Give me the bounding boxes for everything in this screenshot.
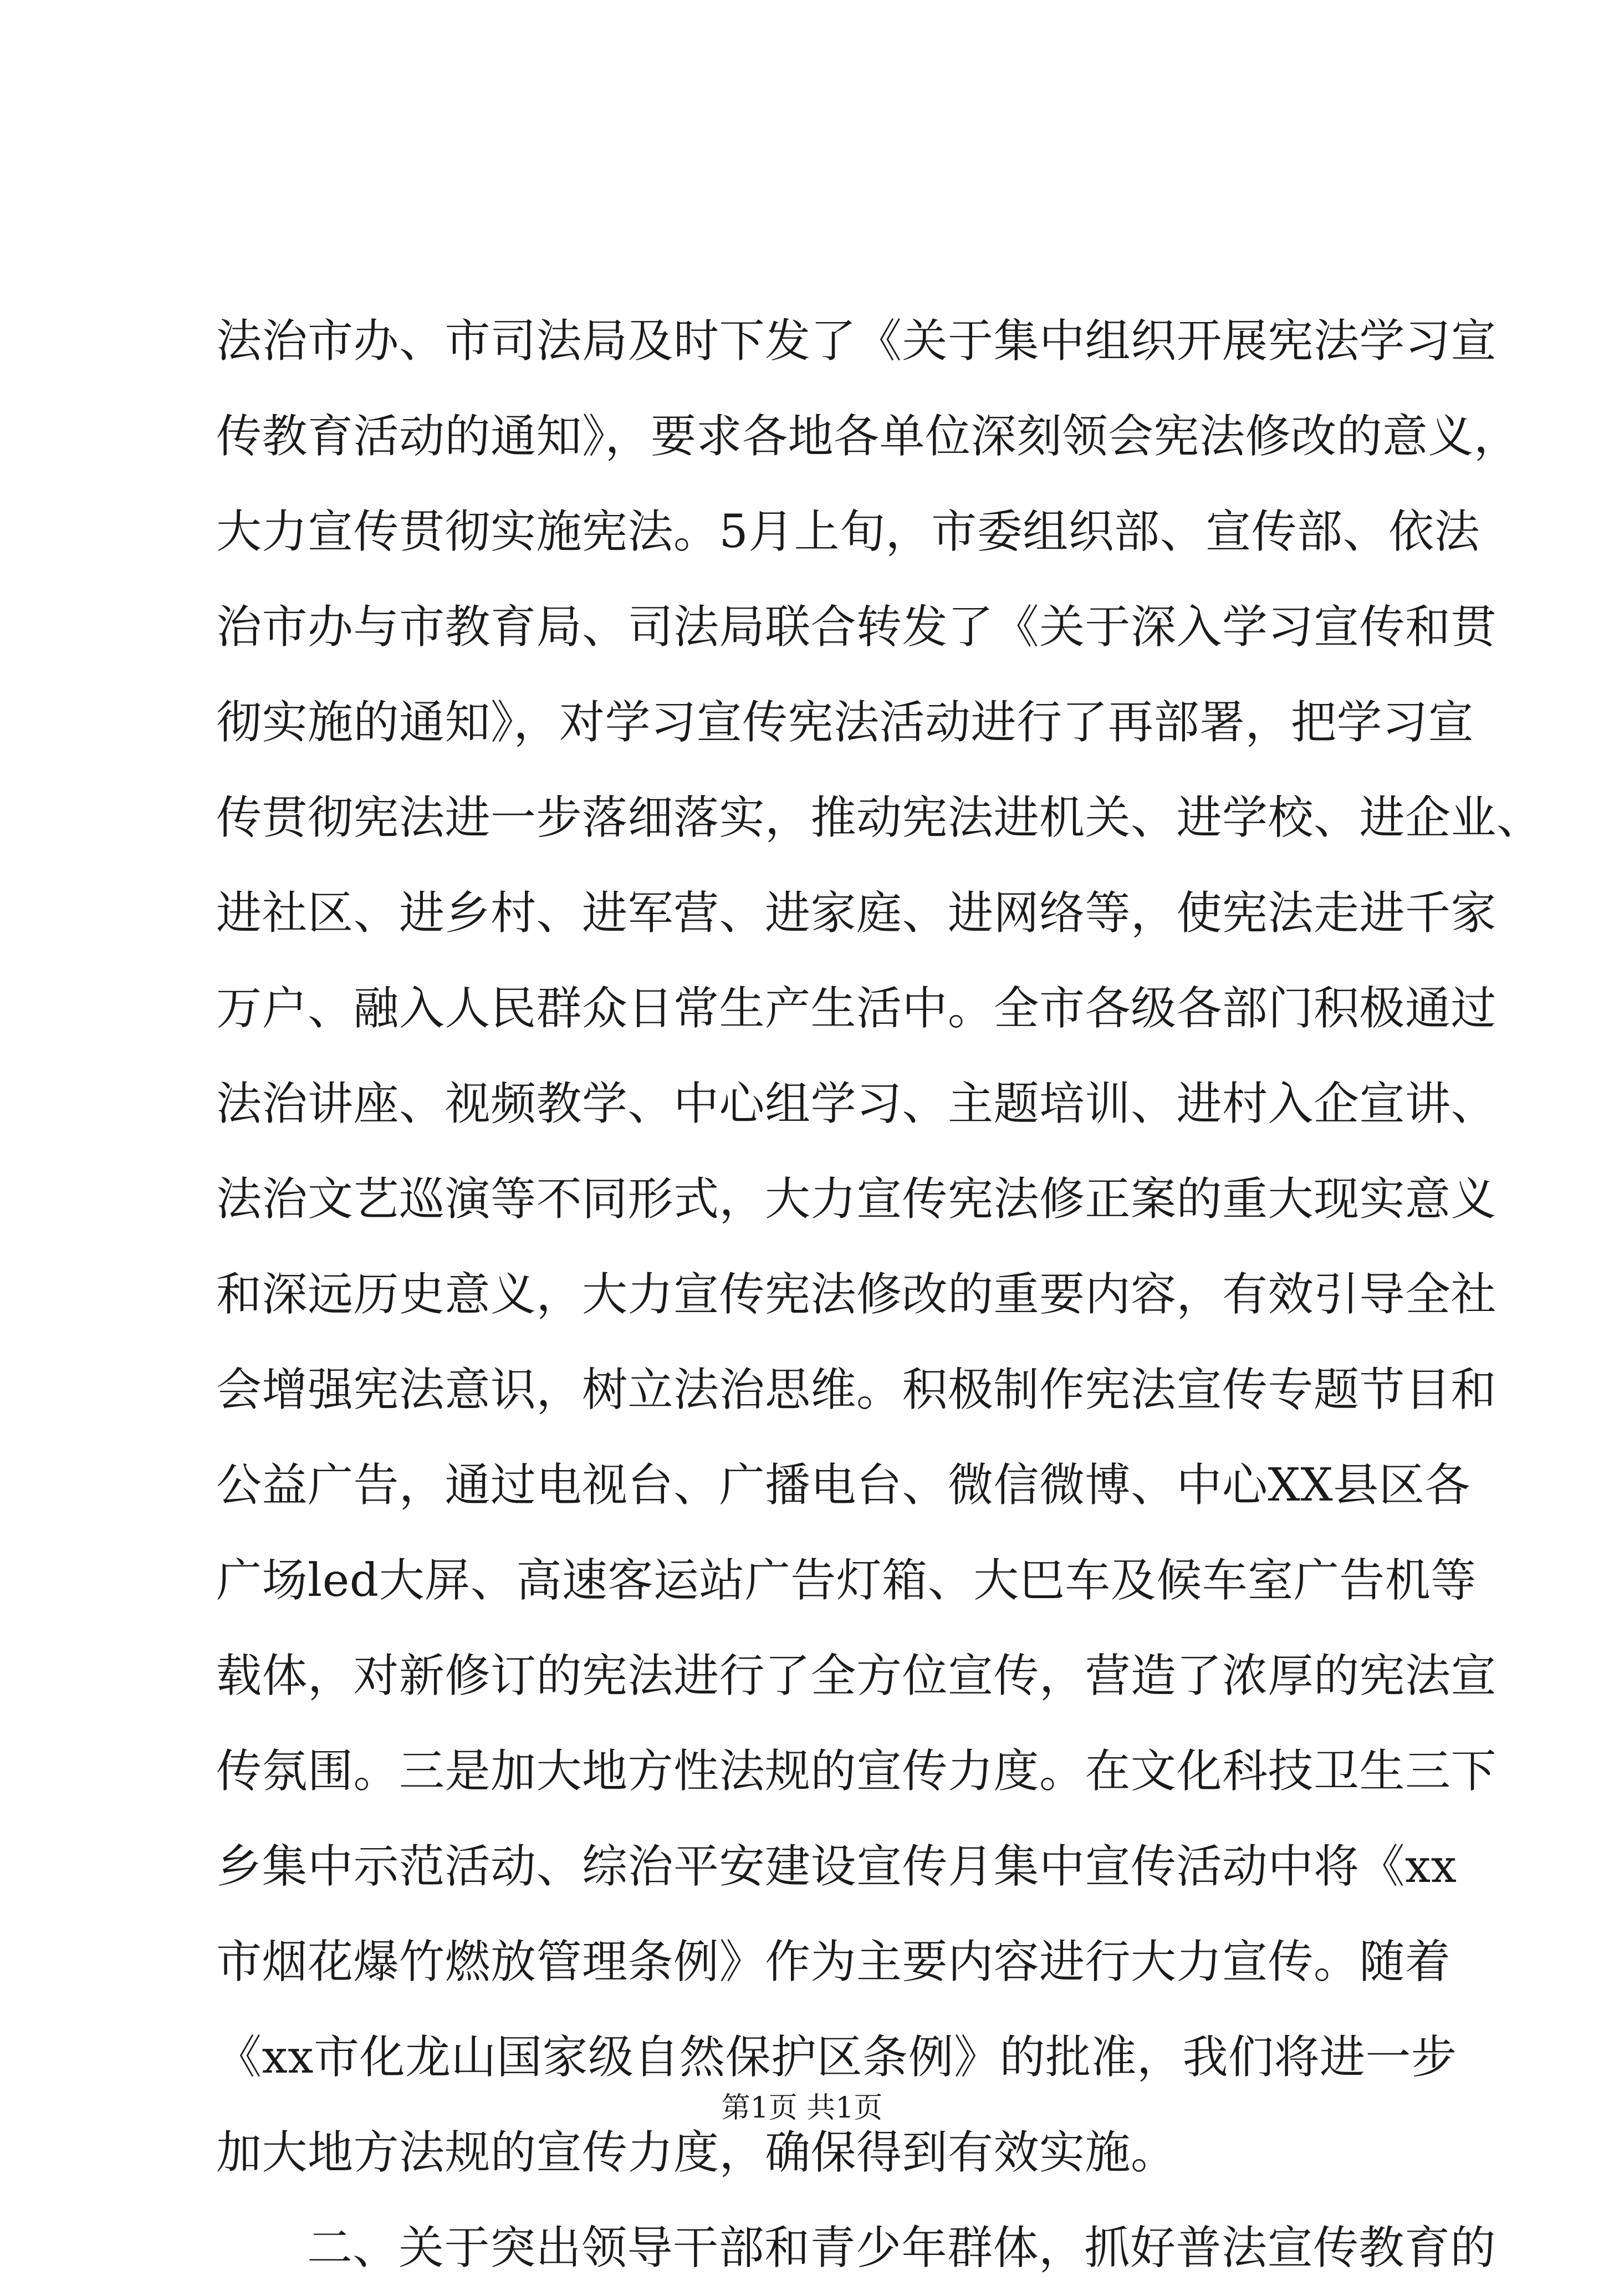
text-line: 会增强宪法意识，树立法治思维。积极制作宪法宣传专题节目和 bbox=[216, 1364, 1497, 1416]
text-line: 万户、融入人民群众日常生产生活中。全市各级各部门积极通过 bbox=[216, 982, 1497, 1035]
text-line: 进社区、进乡村、进军营、进家庭、进网络等，使宪法走进千家 bbox=[216, 887, 1497, 940]
text-line: 传氛围。三是加大地方性法规的宣传力度。在文化科技卫生三下 bbox=[216, 1745, 1497, 1798]
text-line: 彻实施的通知》，对学习宣传宪法活动进行了再部署，把学习宣 bbox=[216, 696, 1474, 749]
document-body bbox=[216, 294, 1542, 2296]
text-line: 法治市办、市司法局及时下发了《关于集中组织开展宪法学习宣 bbox=[216, 315, 1497, 368]
page-footer: 第1页 共1页 bbox=[721, 2091, 883, 2125]
text-line: 治市办与市教育局、司法局联合转发了《关于深入学习宣传和贯 bbox=[216, 601, 1497, 654]
text-line: 载体，对新修订的宪法进行了全方位宣传，营造了浓厚的宪法宣 bbox=[216, 1650, 1497, 1702]
text-line: 广场led大屏、高速客运站广告灯箱、大巴车及候车室广告机等 bbox=[216, 1554, 1477, 1607]
text-line: 乡集中示范活动、综治平安建设宣传月集中宣传活动中将《xx bbox=[216, 1840, 1457, 1893]
text-line: 加大地方法规的宣传力度，确保得到有效实施。 bbox=[216, 2126, 1177, 2179]
text-line: 大力宣传贯彻实施宪法。5月上旬，市委组织部、宣传部、依法 bbox=[216, 506, 1480, 558]
text-line: 《xx市化龙山国家级自然保护区条例》的批准，我们将进一步 bbox=[216, 2031, 1457, 2084]
text-line: 传教育活动的通知》，要求各地各单位深刻领会宪法修改的意义， bbox=[216, 410, 1520, 463]
text-line: 传贯彻宪法进一步落细落实，推动宪法进机关、进学校、进企业、 bbox=[216, 792, 1542, 844]
text-line: 和深远历史意义，大力宣传宪法修改的重要内容，有效引导全社 bbox=[216, 1268, 1497, 1321]
section-heading-line: 二、关于突出领导干部和青少年群体，抓好普法宣传教育的 bbox=[307, 2222, 1496, 2274]
text-line: 公益广告，通过电视台、广播电台、微信微博、中心XX县区各 bbox=[216, 1459, 1470, 1512]
text-line: 法治文艺巡演等不同形式，大力宣传宪法修正案的重大现实意义 bbox=[216, 1173, 1497, 1226]
text-line: 市烟花爆竹燃放管理条例》作为主要内容进行大力宣传。随着 bbox=[216, 1936, 1451, 1988]
text-line: 法治讲座、视频教学、中心组学习、主题培训、进村入企宣讲、 bbox=[216, 1078, 1497, 1130]
